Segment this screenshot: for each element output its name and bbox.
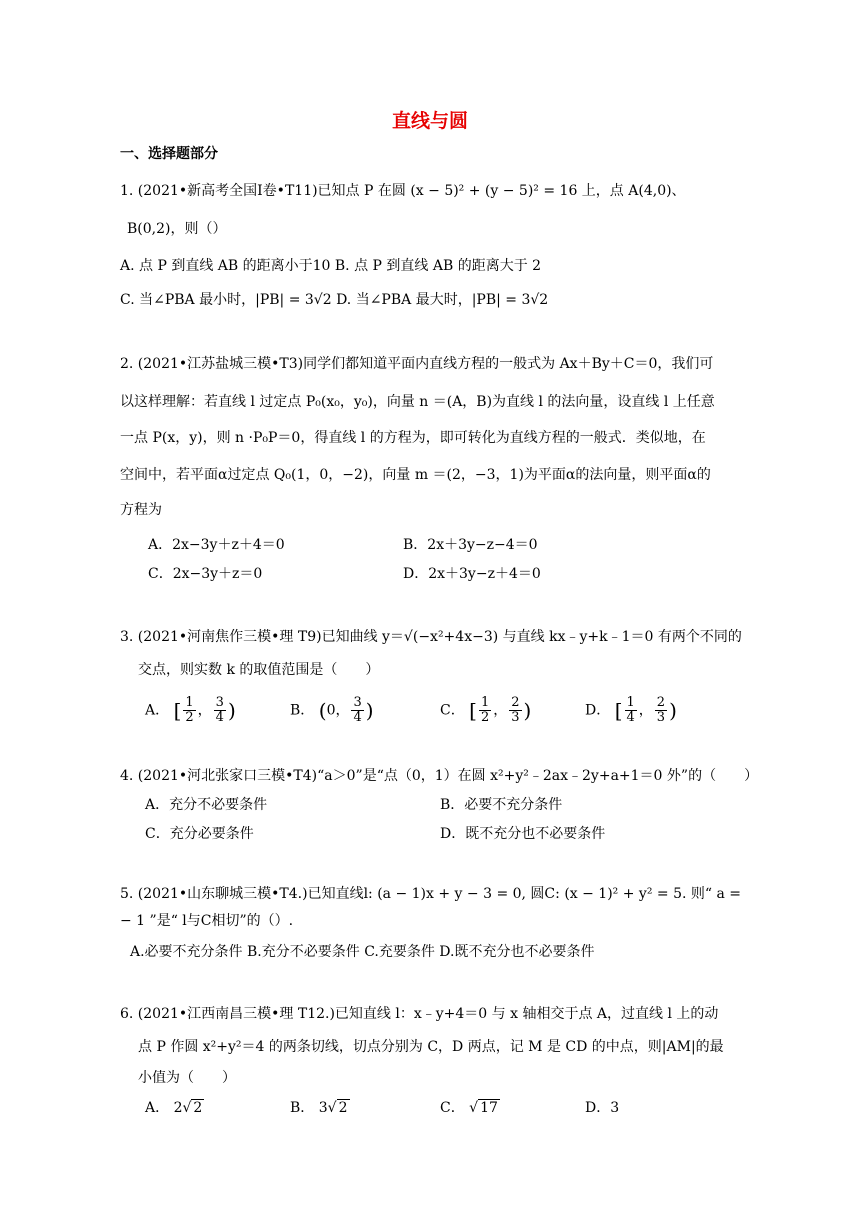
- q3-option-a: [145, 696, 236, 725]
- value: 0: [326, 702, 336, 719]
- fraction: [509, 696, 521, 725]
- q4-line1: 4. (2021•河北张家口三模•T4)“a＞0”是“点（0，1）在圆 x²+y²﹣2ax﹣2y+a+1＝0 外”的（ ）: [120, 768, 759, 784]
- q2-line2: 以这样理解：若直线 l 过定点 P₀(x₀，y₀)，向量 n ＝(A，B)为直线 l 的法向量，设直线 l 上任意: [120, 394, 715, 410]
- q3-option-c: [440, 696, 531, 725]
- fraction: [351, 696, 363, 725]
- numerator: 1: [480, 695, 490, 710]
- coefficient: 2: [173, 1100, 183, 1116]
- q1-options-ab: A. 点 P 到直线 AB 的距离小于10 B. 点 P 到直线 AB 的距离大于 2: [120, 258, 542, 274]
- q6-option-c: [440, 1096, 500, 1120]
- bracket: [: [469, 698, 477, 723]
- numerator: 3: [215, 695, 224, 710]
- q2-line4: 空间中，若平面α过定点 Q₀(1，0，−2)，向量 m ＝(2，−3，1)为平面α的法向量，则平面α的: [120, 467, 711, 483]
- fraction: [625, 696, 637, 725]
- q6-line2: 点 P 作圆 x²+y²＝4 的两条切线，切点分别为 C，D 两点，记 M 是 CD 的中点，则|AM|的最: [138, 1039, 724, 1055]
- q4-option-b: B．必要不充分条件: [440, 797, 563, 813]
- denominator: 4: [353, 710, 362, 725]
- q3-option-d-label: D．: [585, 702, 611, 719]
- q5-line1: 5. (2021•山东聊城三模•T4.)已知直线l: (a − 1)x + y − 3 = 0, 圆C: (x − 1)² + y² = 5. 则“ a =: [120, 886, 742, 902]
- q6-option-d: D．3: [585, 1100, 620, 1116]
- fraction: [655, 696, 667, 725]
- q2-line3: 一点 P(x，y)，则 n ·P₀P＝0，得直线 l 的方程为，即可转化为直线方程的一般式．类似地，在: [120, 430, 706, 446]
- numerator: 1: [626, 695, 635, 710]
- coefficient: 3: [318, 1100, 328, 1116]
- denominator: 3: [656, 710, 666, 725]
- bracket: ): [523, 698, 532, 723]
- q6-option-b: [290, 1096, 350, 1120]
- numerator: 2: [511, 695, 520, 710]
- page-title: 直线与圆: [391, 110, 468, 132]
- section-heading: 一、选择题部分: [120, 146, 218, 162]
- numerator: 1: [185, 695, 194, 710]
- q5-line2: − 1 ”是“ l与C相切”的（）.: [120, 913, 294, 929]
- q4-option-d: D．既不充分也不必要条件: [440, 826, 606, 842]
- radicand: 2: [193, 1100, 203, 1116]
- numerator: 3: [353, 695, 362, 710]
- separator: ，: [335, 702, 350, 719]
- separator: ，: [197, 702, 212, 719]
- q3-option-d: [585, 696, 677, 725]
- q2-option-c: C．2x−3y＋z＝0: [148, 566, 263, 582]
- denominator: 2: [185, 710, 194, 725]
- q4-option-c: C．充分必要条件: [145, 826, 254, 842]
- q1-line2: B(0,2)，则（）: [127, 221, 227, 237]
- sqrt-sign: √: [182, 1100, 192, 1116]
- q2-line1: 2. (2021•江苏盐城三模•T3)同学们都知道平面内直线方程的一般式为 Ax＋By＋C＝0，我们可: [120, 356, 714, 372]
- sqrt-sign: √: [469, 1100, 479, 1116]
- fraction: [479, 696, 491, 725]
- q3-option-c-label: C．: [440, 702, 465, 719]
- q6-line3: 小值为（ ）: [138, 1070, 236, 1086]
- bracket: ): [669, 698, 677, 723]
- bracket: (: [318, 698, 327, 723]
- q3-option-b: [290, 696, 374, 725]
- q6-option-c-label: C．: [440, 1100, 465, 1116]
- numerator: 2: [656, 695, 666, 710]
- q1-line1: 1. (2021•新高考全国Ⅰ卷•T11)已知点 P 在圆 (x − 5)² + (y − 5)² = 16 上，点 A(4,0)、: [120, 183, 686, 199]
- q6-option-a-label: A．: [145, 1100, 170, 1116]
- q5-options: A.必要不充分条件 B.充分不必要条件 C.充要条件 D.既不充分也不必要条件: [130, 944, 595, 960]
- bracket: ): [365, 698, 374, 723]
- q6-option-a: [145, 1096, 204, 1120]
- q1-options-cd: C. 当∠PBA 最小时，|PB| = 3√2 D. 当∠PBA 最大时，|PB| = 3√2: [120, 292, 549, 308]
- fraction: [183, 696, 195, 725]
- q2-option-d: D．2x＋3y−z＋4＝0: [403, 566, 541, 582]
- q3-option-b-label: B．: [290, 702, 315, 719]
- q2-line5: 方程为: [120, 502, 162, 518]
- q3-option-a-label: A．: [145, 702, 170, 719]
- separator: ，: [493, 702, 508, 719]
- bracket: ): [227, 698, 236, 723]
- q6-option-b-label: B．: [290, 1100, 315, 1116]
- q6-line1: 6. (2021•江西南昌三模•理 T12.)已知直线 l：x﹣y+4＝0 与 x 轴相交于点 A，过直线 l 上的动: [120, 1006, 719, 1022]
- denominator: 2: [480, 710, 490, 725]
- q2-option-b: B．2x＋3y−z−4＝0: [403, 537, 538, 553]
- q2-option-a: A．2x−3y＋z＋4＝0: [148, 537, 285, 553]
- radicand: 2: [338, 1100, 348, 1116]
- q4-option-a: A．充分不必要条件: [145, 797, 268, 813]
- q3-line2: 交点，则实数 k 的取值范围是（ ）: [138, 662, 380, 678]
- radicand: 17: [480, 1100, 498, 1116]
- denominator: 4: [215, 710, 224, 725]
- denominator: 4: [626, 710, 635, 725]
- q3-line1: 3. (2021•河南焦作三模•理 T9)已知曲线 y＝√(−x²+4x−3) 与直线 kx﹣y+k﹣1＝0 有两个不同的: [120, 629, 742, 645]
- fraction: [214, 696, 226, 725]
- denominator: 3: [511, 710, 520, 725]
- bracket: [: [614, 698, 623, 723]
- sqrt-sign: √: [327, 1100, 337, 1116]
- bracket: [: [173, 698, 182, 723]
- separator: ，: [638, 702, 653, 719]
